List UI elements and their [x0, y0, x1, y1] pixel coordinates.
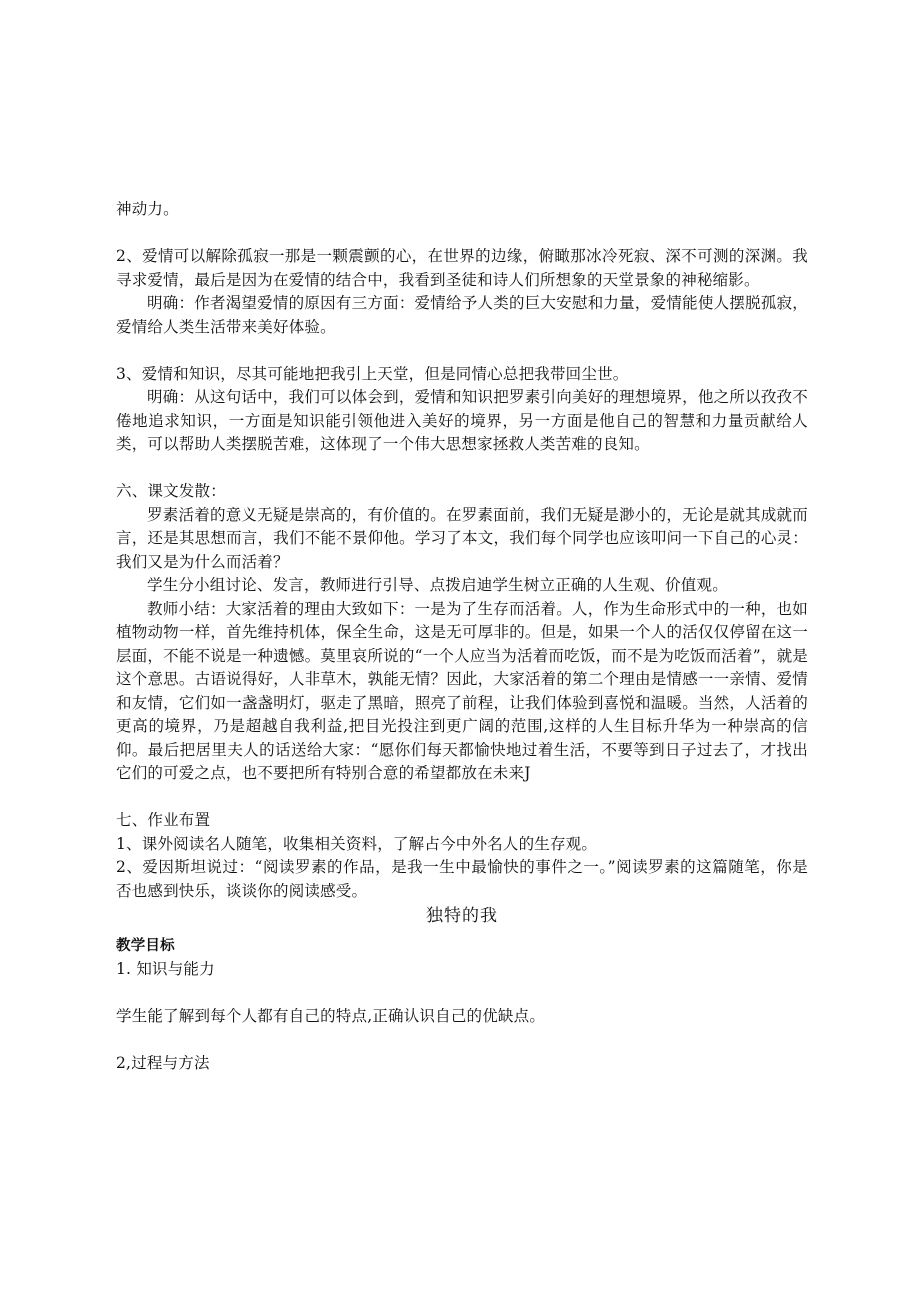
- goals-heading: 教学目标: [116, 937, 175, 954]
- clarification-2: 明确：作者渴望爱情的原因有三方面：爱情给予人类的巨大安慰和力量，爱情能使人摆脱孤寂，爱情给人类生活带来美好体验。: [116, 294, 808, 336]
- spacer: [116, 457, 808, 481]
- document-page: [116, 198, 808, 1076]
- lesson-title: 独特的我: [426, 906, 498, 926]
- section-six-heading: 六、课文发散：: [116, 482, 226, 500]
- spacer: [116, 1029, 808, 1053]
- goal-2-heading: 2,过程与方法: [116, 1054, 210, 1072]
- goal-1-text: 学生能了解到每个人都有自己的特点,正确认识自己的优缺点。: [116, 1007, 546, 1025]
- clarification-3: 明确：从这句话中，我们可以体会到，爱情和知识把罗素引向美好的理想境界，他之所以孜孜不倦地追求知识，一方面是知识能引领他进入美好的境界，另一方面是他自己的智慧和力量贡献给人类，可以帮助人类摆脱苦难，这体现了一个伟大思想家拯救人类苦难的良知。: [116, 388, 808, 453]
- quote-item-3: 3、爱情和知识，尽其可能地把我引上天堂，但是同情心总把我带回尘世。: [116, 364, 629, 383]
- goal-1-heading: 1. 知识与能力: [116, 960, 215, 978]
- spacer: [116, 786, 808, 810]
- homework-item-2: 2、爱因斯坦说过：“阅读罗素的作品，是我一生中最愉快的事件之一。”阅读罗素的这篇随笔，你是否也感到快乐，谈谈你的阅读感受。: [116, 858, 808, 900]
- spacer: [116, 222, 808, 246]
- student-discussion: 学生分小组讨论、发言，教师进行引导、点拨启迪学生树立正确的人生观、价值观。: [147, 576, 728, 594]
- spacer: [116, 339, 808, 363]
- spacer: [116, 982, 808, 1006]
- discussion-paragraph: 罗素活着的意义无疑是崇高的，有价值的。在罗素面前，我们无疑是渺小的，无论是就其成就而言，还是其思想而言，我们不能不景仰他。学习了本文，我们每个同学也应该叩问一下自己的心灵：我们又是为什么而活着？: [116, 505, 808, 571]
- homework-item-1: 1、课外阅读名人随笔，收集相关资料，了解占今中外名人的生存观。: [116, 834, 598, 853]
- paragraph-continuation: 神动力。: [116, 200, 179, 218]
- section-seven-heading: 七、作业布置: [116, 811, 211, 829]
- quote-item-2: 2、爱情可以解除孤寂一那是一颗震颤的心，在世界的边缘，俯瞰那冰冷死寂、深不可测的深渊。我寻求爱情，最后是因为在爱情的结合中，我看到圣徒和诗人们所想象的天堂景象的神秘缩影。: [116, 247, 808, 289]
- teacher-summary: 教师小结：大家活着的理由大致如下：一是为了生存而活着。人，作为生命形式中的一种，也如植物动物一样，首先维持机体，保全生命，这是无可厚非的。但是，如果一个人的活仅仅停留在这一层面，不能不说是一种遗憾。莫里哀所说的“一个人应当为活着而吃饭，而不是为吃饭而活着”，就是这个意思。古语说得好，人非草木，孰能无情？因此，大家活着的第二个理由是情感一一亲情、爱情和友情，它们如一盏盏明灯，驱走了黑暗，照亮了前程，让我们体验到喜悦和温暖。当然，人活着的更高的境界，乃是超越自我利益,把目光投注到更广阔的范围,这样的人生目标升华为一种崇高的信仰。最后把居里夫人的话送给大家：“愿你们每天都愉快地过着生活，不要等到日子过去了，才找出它们的可爱之点，也不要把所有特别合意的希望都放在未来J: [116, 599, 808, 782]
